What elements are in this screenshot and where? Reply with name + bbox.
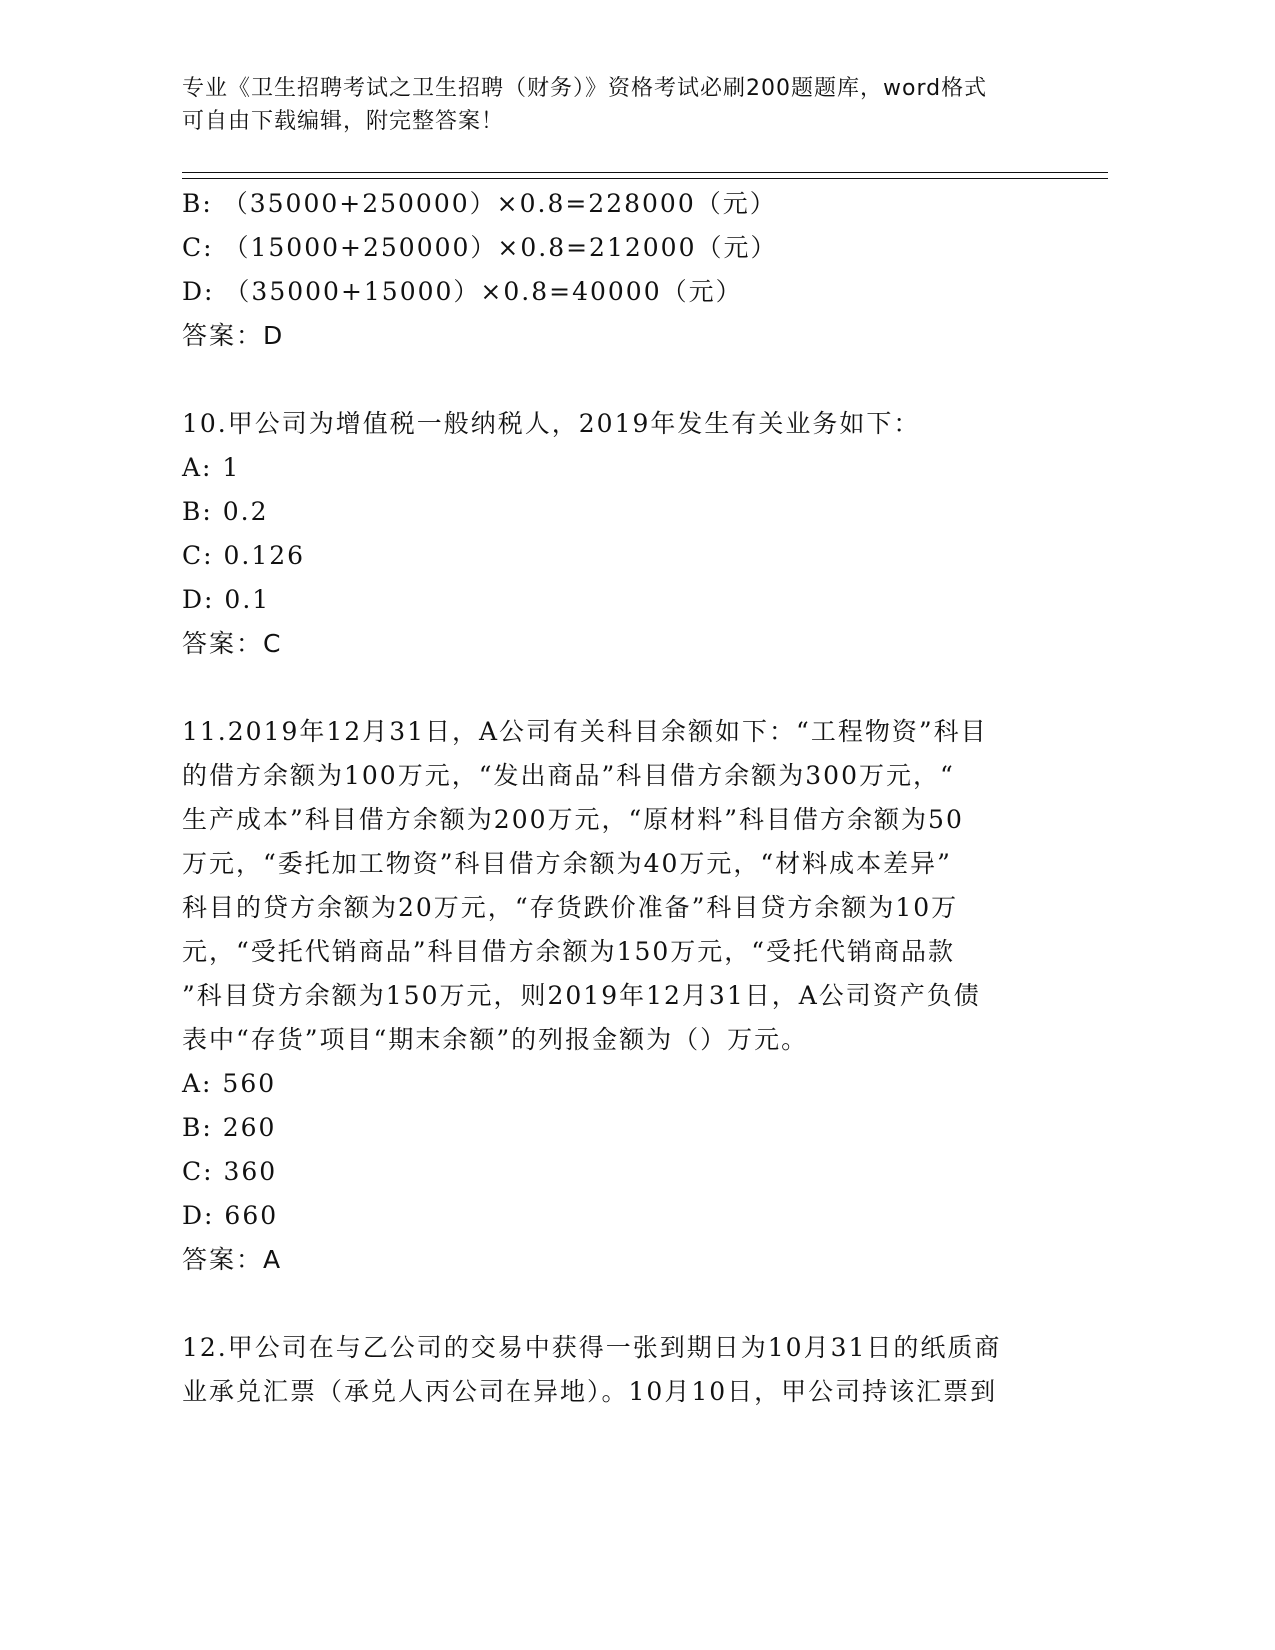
spacer: [182, 1282, 1042, 1326]
option-d: D: （35000+15000）×0.8=40000（元）: [182, 277, 743, 306]
option-c: C: （15000+250000）×0.8=212000（元）: [182, 233, 778, 262]
question-11: [182, 710, 1042, 1282]
question-stem-line: 表中“存货”项目“期末余额”的列报金额为（）万元。: [182, 1025, 809, 1054]
question-stem-line: 科目的贷方余额为20万元，“存货跌价准备”科目贷方余额为10万: [182, 893, 959, 922]
question-stem-line: 11.2019年12月31日，A公司有关科目余额如下：“工程物资”科目: [182, 717, 988, 746]
header-divider-top: [182, 172, 1108, 173]
spacer: [182, 666, 1042, 710]
document-header: [182, 72, 1042, 138]
option-d: D: 660: [182, 1201, 279, 1230]
option-d: D: 0.1: [182, 585, 271, 614]
header-title-line-1: 专业《卫生招聘考试之卫生招聘（财务）》资格考试必刷200题题库，word格式: [182, 76, 988, 101]
question-stem-line: 的借方余额为100万元，“发出商品”科目借方余额为300万元，“: [182, 761, 955, 790]
option-b: B: 0.2: [182, 497, 269, 526]
option-b: B: （35000+250000）×0.8=228000（元）: [182, 189, 777, 218]
question-stem-line: 元，“受托代销商品”科目借方余额为150万元，“受托代销商品款: [182, 937, 956, 966]
question-12: [182, 1326, 1042, 1414]
option-a: A: 1: [182, 453, 241, 482]
question-10: [182, 402, 1042, 666]
question-stem-line: 万元，“委托加工物资”科目借方余额为40万元，“材料成本差异”: [182, 849, 952, 878]
option-c: C: 360: [182, 1157, 278, 1186]
question-stem-line: ”科目贷方余额为150万元，则2019年12月31日，A公司资产负债: [182, 981, 981, 1010]
question-stem-line: 业承兑汇票（承兑人丙公司在异地）。10月10日，甲公司持该汇票到: [182, 1377, 998, 1406]
header-divider-bottom: [182, 178, 1108, 179]
question-9-tail: [182, 182, 1042, 358]
question-stem-line: 12.甲公司在与乙公司的交易中获得一张到期日为10月31日的纸质商: [182, 1333, 1002, 1362]
option-b: B: 260: [182, 1113, 277, 1142]
header-title-line-2: 可自由下载编辑，附完整答案！: [182, 109, 505, 134]
option-a: A: 560: [182, 1069, 277, 1098]
answer-line: 答案：A: [182, 1245, 283, 1274]
question-content: [182, 182, 1042, 1414]
question-stem-line: 生产成本”科目借方余额为200万元，“原材料”科目借方余额为50: [182, 805, 964, 834]
answer-line: 答案：D: [182, 321, 285, 350]
question-stem: 10.甲公司为增值税一般纳税人，2019年发生有关业务如下：: [182, 409, 921, 438]
option-c: C: 0.126: [182, 541, 306, 570]
spacer: [182, 358, 1042, 402]
answer-line: 答案：C: [182, 629, 283, 658]
